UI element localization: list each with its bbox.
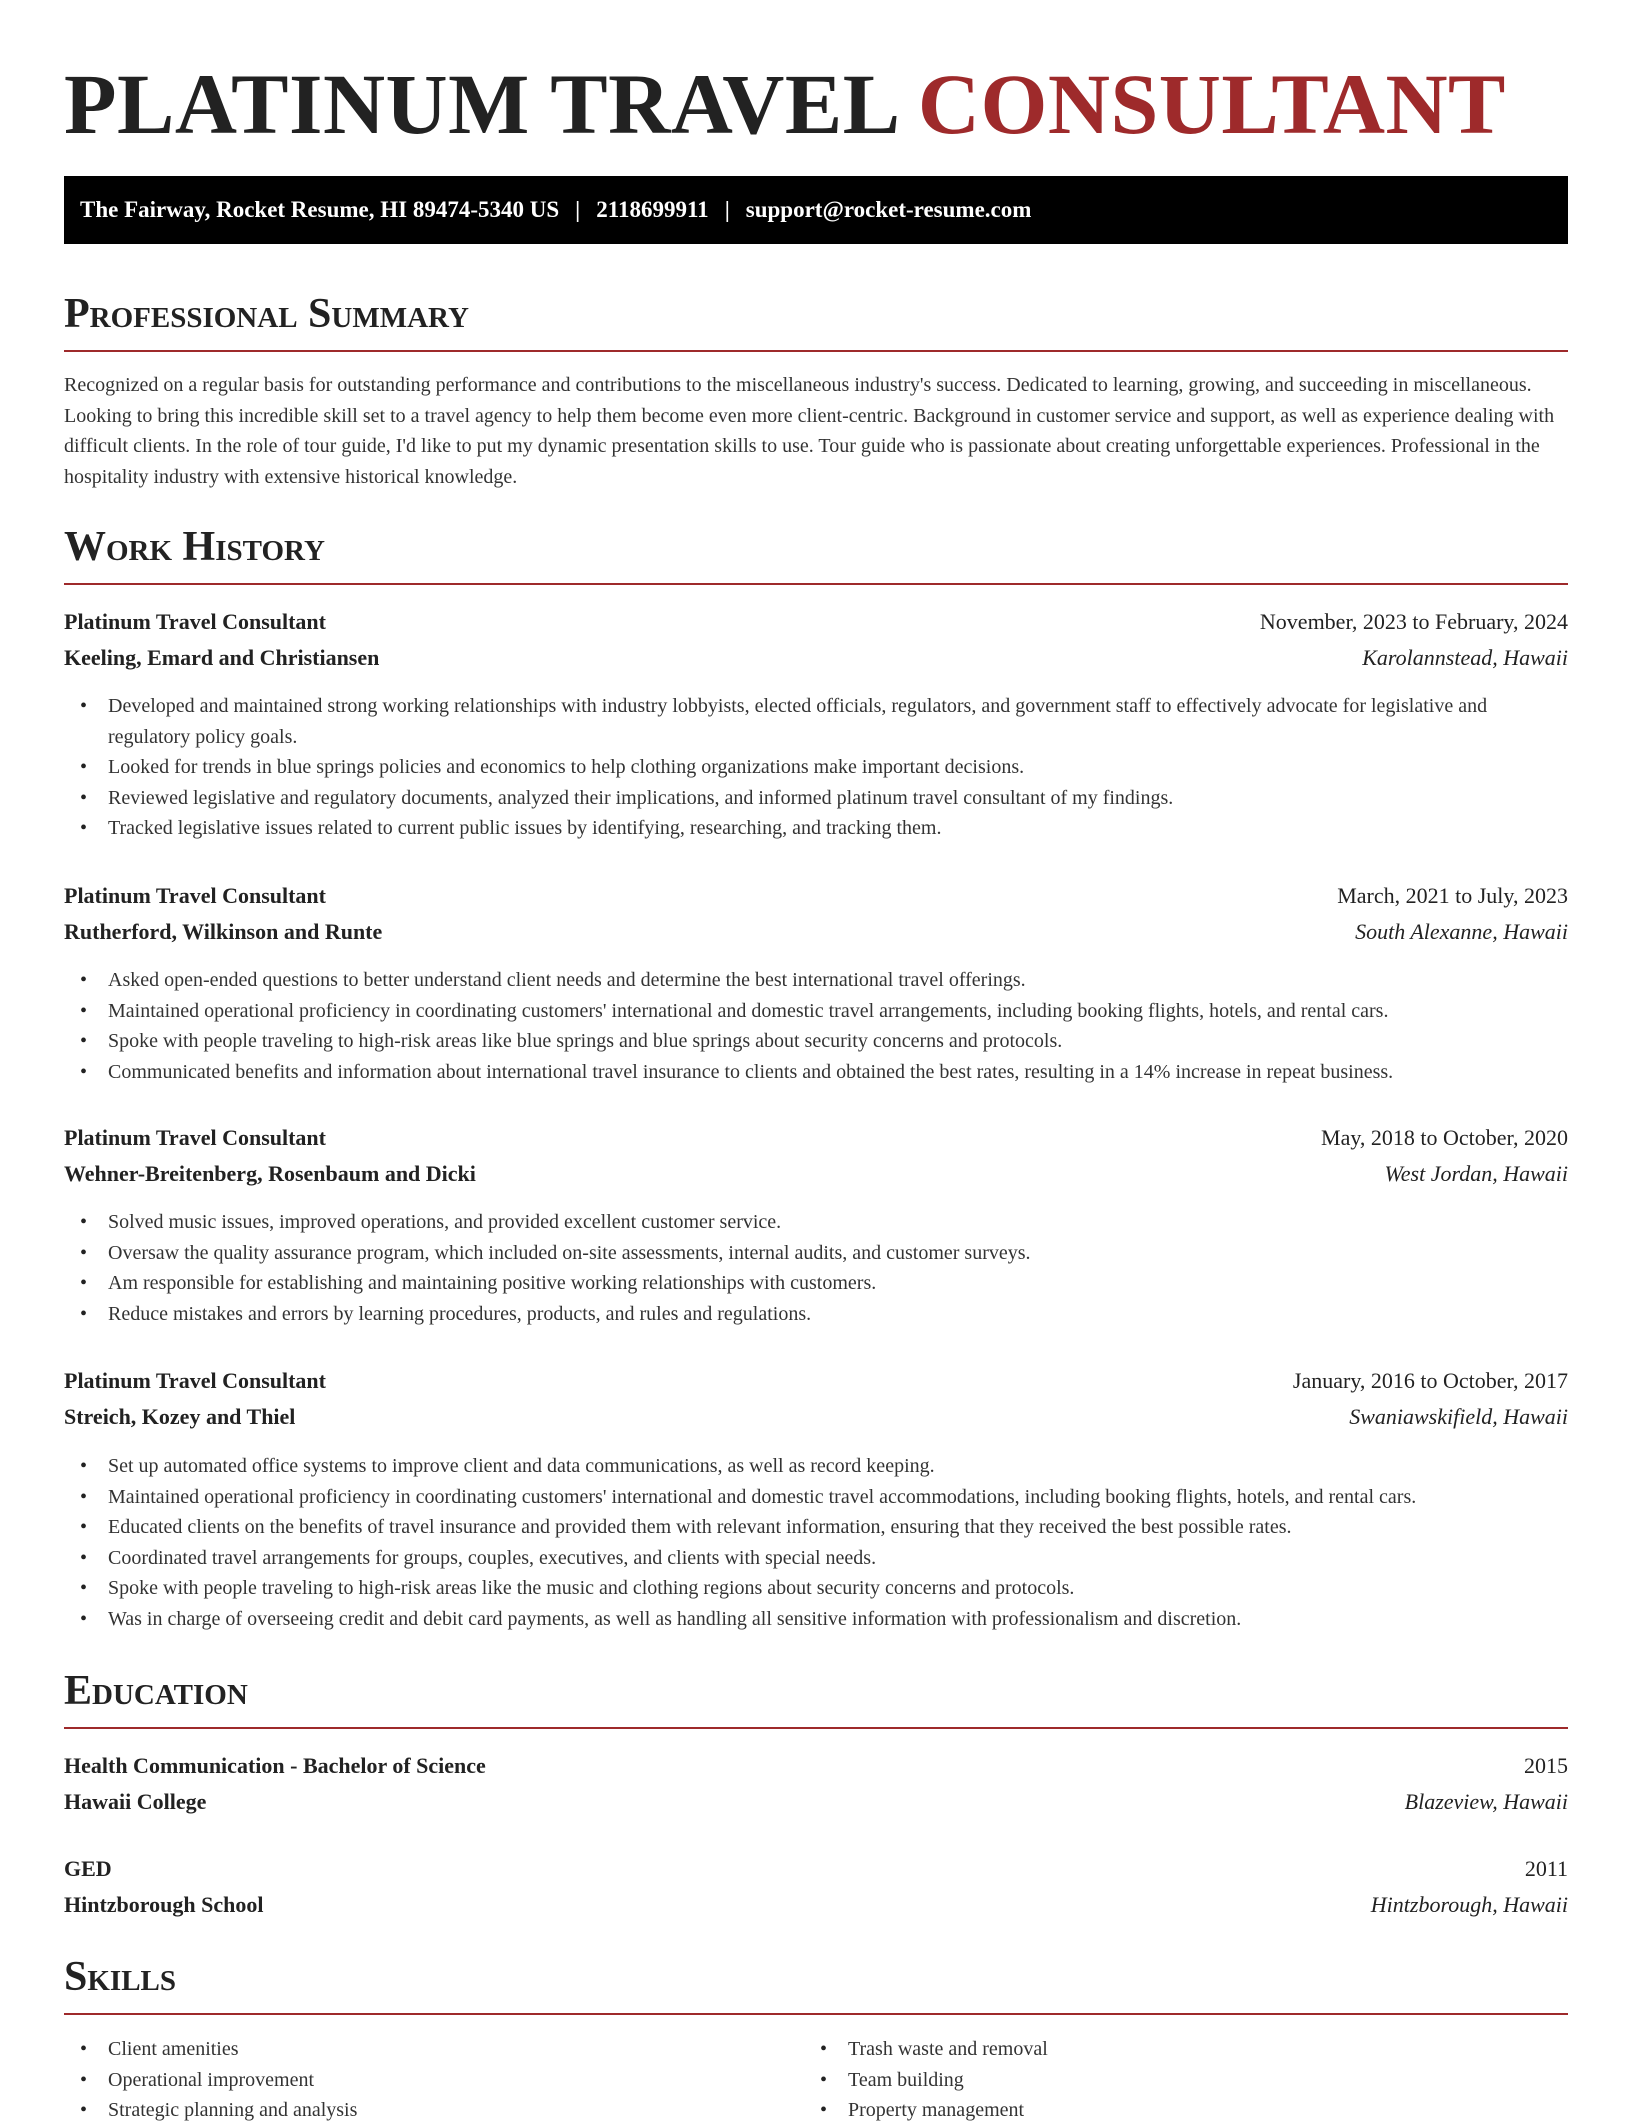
- list-item: • Looked for trends in blue springs policies and economics to help clothing organizations make important decisions.: [64, 752, 1568, 783]
- contact-address: The Fairway, Rocket Resume, HI 89474-5340 US: [80, 197, 560, 222]
- section-title-skills: Skills: [64, 1951, 1568, 2015]
- job-company-row: [64, 640, 1568, 676]
- job-location: Karolannstead, Hawaii: [1362, 645, 1568, 670]
- job-header: [64, 604, 1568, 640]
- job-company-row: [64, 1156, 1568, 1192]
- list-item: • Reviewed legislative and regulatory documents, analyzed their implications, and informed platinum travel consultant of my findings.: [64, 783, 1568, 814]
- job-title: Platinum Travel Consultant: [64, 1125, 326, 1150]
- education-school: Hintzborough School: [64, 1892, 264, 1917]
- job-company-row: [64, 914, 1568, 950]
- job-company: Streich, Kozey and Thiel: [64, 1404, 296, 1429]
- contact-bar: [64, 176, 1568, 244]
- list-item: • Reduce mistakes and errors by learning procedures, products, and rules and regulations.: [64, 1299, 1568, 1330]
- education-degree: Health Communication - Bachelor of Science: [64, 1753, 486, 1778]
- skill-item: • Operational improvement: [64, 2065, 357, 2096]
- skill-item: • Strategic planning and analysis: [64, 2095, 357, 2126]
- job-company: Keeling, Emard and Christiansen: [64, 645, 380, 670]
- list-item: • Oversaw the quality assurance program, which included on-site assessments, internal audits, and customer surveys.: [64, 1238, 1568, 1269]
- job-bullets: [64, 1451, 1568, 1635]
- education-year: 2011: [1524, 1856, 1568, 1881]
- job-bullets: [64, 965, 1568, 1087]
- job-bullets: [64, 1207, 1568, 1329]
- job-header: [64, 1363, 1568, 1399]
- list-item: • Tracked legislative issues related to current public issues by identifying, researching, and tracking them.: [64, 813, 1568, 844]
- job-dates: May, 2018 to October, 2020: [1321, 1125, 1568, 1150]
- name-last: CONSULTANT: [917, 56, 1506, 152]
- skills-list-right: [804, 2034, 1048, 2126]
- job-bullets: [64, 691, 1568, 844]
- job-header: [64, 1120, 1568, 1156]
- education-year: 2015: [1524, 1753, 1568, 1778]
- section-title-education: Education: [64, 1665, 1568, 1729]
- education-location: Blazeview, Hawaii: [1404, 1789, 1568, 1814]
- list-item: • Maintained operational proficiency in coordinating customers' international and domestic travel accommodations, including booking flights, hotels, and rental cars.: [64, 1482, 1568, 1513]
- contact-separator: |: [575, 197, 581, 222]
- job-dates: January, 2016 to October, 2017: [1292, 1368, 1568, 1393]
- skill-item: • Property management: [804, 2095, 1048, 2126]
- skill-item: • Client amenities: [64, 2034, 357, 2065]
- job-location: South Alexanne, Hawaii: [1355, 919, 1568, 944]
- job-title: Platinum Travel Consultant: [64, 883, 326, 908]
- job-title: Platinum Travel Consultant: [64, 609, 326, 634]
- skill-item: • Trash waste and removal: [804, 2034, 1048, 2065]
- job-dates: November, 2023 to February, 2024: [1259, 609, 1568, 634]
- education-degree: GED: [64, 1856, 112, 1881]
- job-title: Platinum Travel Consultant: [64, 1368, 326, 1393]
- contact-separator: |: [724, 197, 730, 222]
- candidate-name: [64, 56, 1506, 152]
- list-item: • Spoke with people traveling to high-risk areas like blue springs and blue springs about security concerns and protocols.: [64, 1026, 1568, 1057]
- job-company-row: [64, 1399, 1568, 1435]
- list-item: • Was in charge of overseeing credit and debit card payments, as well as handling all sensitive information with professionalism and discretion.: [64, 1604, 1568, 1635]
- list-item: • Asked open-ended questions to better understand client needs and determine the best international travel offerings.: [64, 965, 1568, 996]
- job-dates: March, 2021 to July, 2023: [1337, 883, 1568, 908]
- job-company: Wehner-Breitenberg, Rosenbaum and Dicki: [64, 1161, 476, 1186]
- education-school-row: [64, 1784, 1568, 1820]
- contact-phone: 2118699911: [596, 197, 709, 222]
- education-location: Hintzborough, Hawaii: [1370, 1892, 1568, 1917]
- job-location: Swaniawskifield, Hawaii: [1349, 1404, 1568, 1429]
- section-title-work: Work History: [64, 521, 1568, 585]
- skills-list-left: [64, 2034, 357, 2126]
- list-item: • Developed and maintained strong working relationships with industry lobbyists, elected officials, regulators, and government staff to effectively advocate for legislative and regulatory policy goals.: [64, 691, 1568, 752]
- job-location: West Jordan, Hawaii: [1384, 1161, 1568, 1186]
- job-header: [64, 878, 1568, 914]
- education-header: [64, 1851, 1568, 1887]
- list-item: • Set up automated office systems to improve client and data communications, as well as record keeping.: [64, 1451, 1568, 1482]
- list-item: • Educated clients on the benefits of travel insurance and provided them with relevant information, ensuring that they received the best possible rates.: [64, 1512, 1568, 1543]
- section-title-summary: Professional Summary: [64, 288, 1568, 352]
- list-item: • Am responsible for establishing and maintaining positive working relationships with customers.: [64, 1268, 1568, 1299]
- education-header: [64, 1748, 1568, 1784]
- list-item: • Maintained operational proficiency in coordinating customers' international and domestic travel arrangements, including booking flights, hotels, and rental cars.: [64, 996, 1568, 1027]
- contact-email: support@rocket-resume.com: [745, 197, 1032, 222]
- skill-item: • Team building: [804, 2065, 1048, 2096]
- name-first: PLATINUM TRAVEL: [64, 56, 896, 152]
- education-school-row: [64, 1887, 1568, 1923]
- summary-text: Recognized on a regular basis for outstanding performance and contributions to the miscellaneous industry's success. Dedicated to learning, growing, and succeeding in miscellaneous. Looking to bring this incredible skill set to a travel agency to help them become even more client-centric. Background in customer service and support, as well as experience dealing with difficult clients. In the role of tour guide, I'd like to put my dynamic presentation skills to use. Tour guide who is passionate about creating unforgettable experiences. Professional in the hospitality industry with extensive historical knowledge.: [64, 374, 1555, 488]
- list-item: • Spoke with people traveling to high-risk areas like the music and clothing regions about security concerns and protocols.: [64, 1573, 1568, 1604]
- list-item: • Solved music issues, improved operations, and provided excellent customer service.: [64, 1207, 1568, 1238]
- list-item: • Communicated benefits and information about international travel insurance to clients and obtained the best rates, resulting in a 14% increase in repeat business.: [64, 1057, 1568, 1088]
- education-school: Hawaii College: [64, 1789, 207, 1814]
- job-company: Rutherford, Wilkinson and Runte: [64, 919, 383, 944]
- list-item: • Coordinated travel arrangements for groups, couples, executives, and clients with special needs.: [64, 1543, 1568, 1574]
